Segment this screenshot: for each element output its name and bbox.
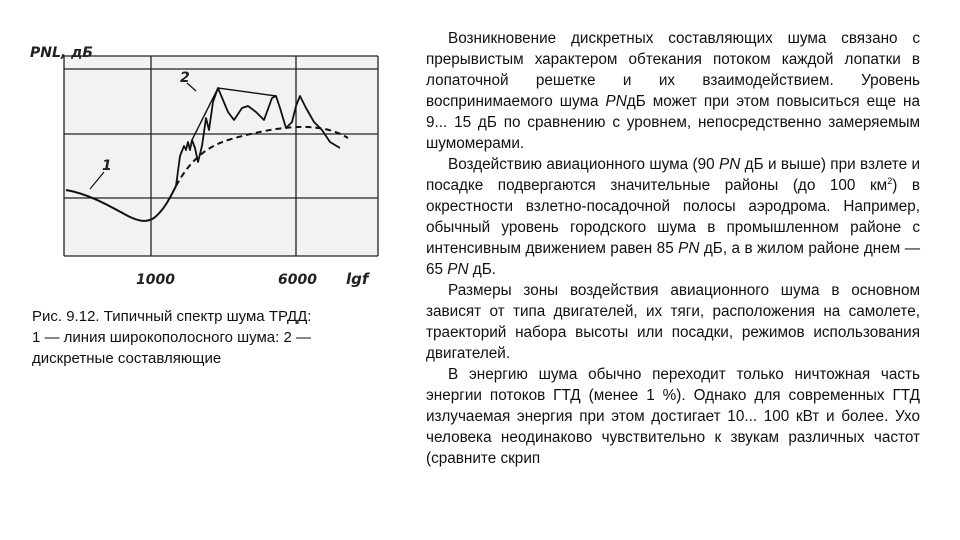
article-body	[426, 28, 920, 469]
paragraph-2	[426, 154, 920, 280]
noise-spectrum-figure	[28, 38, 398, 300]
y-axis-label: PNL, дБ	[30, 45, 94, 61]
x-tick-1000: 1000	[136, 272, 175, 288]
figure-caption	[32, 306, 372, 369]
p2-text-a: Воздействию авиационного шума (90	[448, 156, 720, 173]
caption-line-1: Рис. 9.12. Типичный спектр шума ТРДД:	[32, 308, 312, 325]
plot-background	[64, 56, 378, 256]
curve-label-1: 1	[102, 158, 112, 174]
caption-line-3: дискретные составляющие	[32, 350, 222, 367]
p2-text-e: дБ.	[468, 261, 496, 278]
p2-pn-3: PN	[447, 261, 469, 278]
x-axis-label: lgf	[346, 270, 369, 288]
paragraph-3: Размеры зоны воздействия авиационного шума в основном зависят от типа двигателей, их тяги, расположения на самолете, траекторий набора высоты или посадки, режимов использования двигателей.	[426, 282, 920, 362]
p2-text-d: дБ, а в жилом районе днем — 65	[426, 240, 921, 278]
x-tick-6000: 6000	[278, 272, 317, 288]
p2-text-c: ) в окрестности взлетно-посадочной полосы аэродрома. Например, обычный уровень городского шума в промышленном районе с интенсивным движением равен 85	[426, 177, 920, 257]
paragraph-1	[426, 28, 920, 154]
caption-line-2: 1 — линия широкополосного шума: 2 —	[32, 329, 311, 346]
p2-text-b: дБ и выше) при взлете и посадке подвергаются значительные районы (до 100 км	[426, 156, 921, 194]
noise-spectrum-plot	[28, 38, 398, 300]
p1-text-a: Возникновение дискретных составляющих шума связано с прерывистым характером обтекания потоком каждой лопатки в лопаточной решетке и их взаимодействием. Уровень воспринимаемого шума	[426, 30, 920, 110]
p1-pn: PN	[605, 93, 627, 110]
p2-pn-2: PN	[678, 240, 700, 257]
curve-label-2: 2	[180, 70, 190, 86]
p1-text-b: дБ может при этом повыситься еще на 9... 15 дБ по сравнению с уровнем, непосредственно замеряемым шумомерами.	[426, 93, 920, 152]
paragraph-4: В энергию шума обычно переходит только ничтожная часть энергии потоков ГТД (менее 1 %). Однако для современных ГТД излучаемая энергия при этом достигает 10... 100 кВт и более. Ухо человека неодинаково чувствительно к звукам различных частот (сравните скрип	[426, 366, 920, 467]
p2-superscript: 2	[887, 175, 893, 186]
p2-pn-1: PN	[719, 156, 741, 173]
